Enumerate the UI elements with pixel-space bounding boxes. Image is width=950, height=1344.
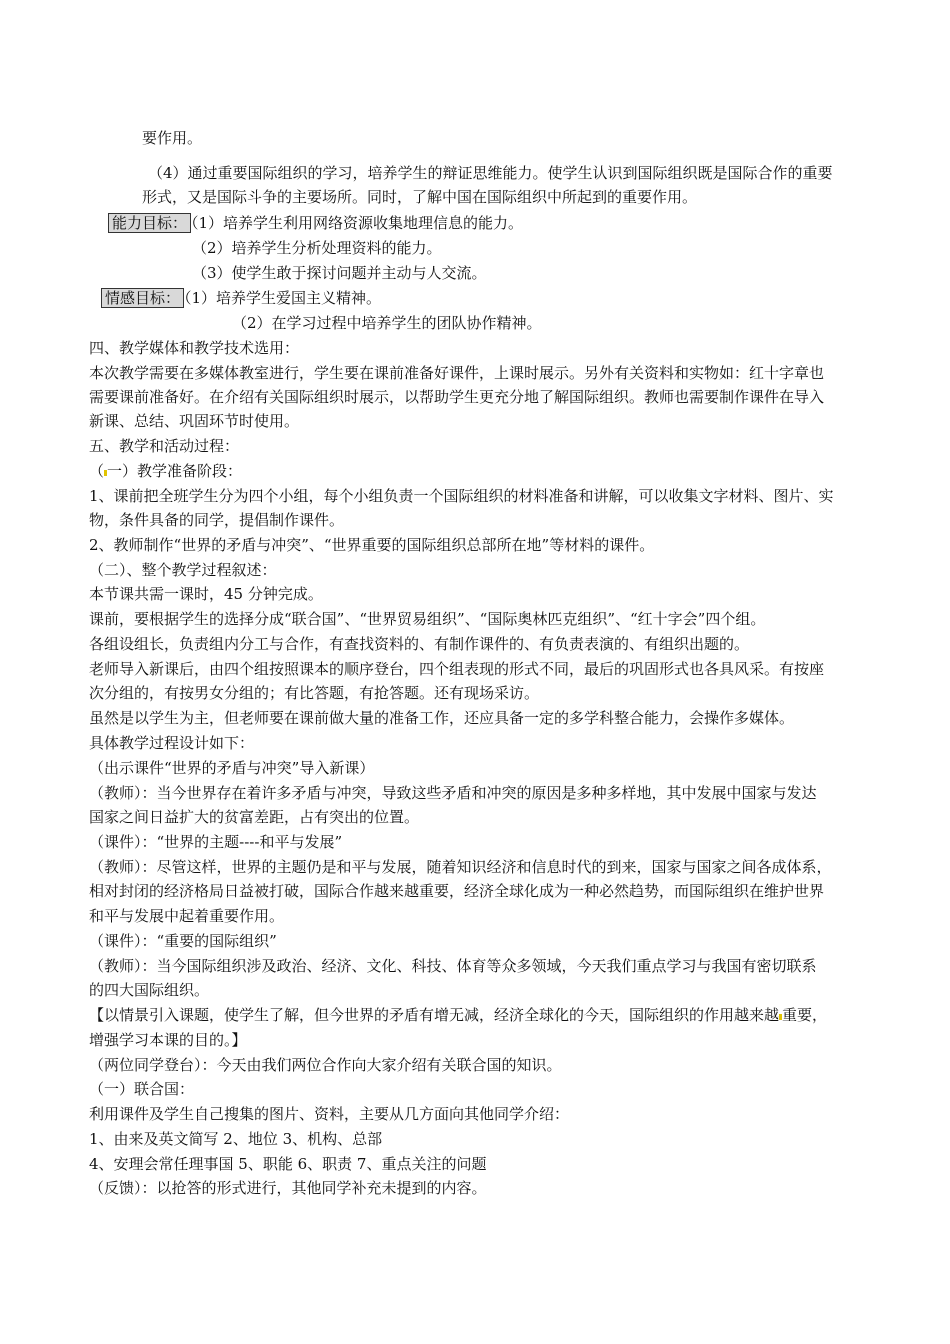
- text-line: 4、安理会常任理事国 5、职能 6、职责 7、重点关注的问题: [89, 1155, 487, 1173]
- text-line: 课前，要根据学生的选择分成“联合国”、“世界贸易组织”、“国际奥林匹克组织”、“红十字会”四个组。: [89, 610, 766, 628]
- text-line: 的四大国际组织。: [89, 981, 210, 999]
- text-line: 次分组的，有按男女分组的；有比答题，有抢答题。还有现场采访。: [89, 684, 540, 702]
- emotion-goals-row: [101, 287, 381, 309]
- text-line: （课件）：“重要的国际组织”: [89, 932, 277, 950]
- text-line: 本次教学需要在多媒体教室进行，学生要在课前准备好课件，上课时展示。另外有关资料和实物如：红十字章也: [89, 364, 825, 382]
- text-fragment: 一）教学准备阶段：: [107, 462, 243, 480]
- text-line: 各组设组长，负责组内分工与合作，有查找资料的、有制作课件的、有负责表演的、有组织出题的。: [89, 635, 750, 653]
- text-line: （4）通过重要国际组织的学习，培养学生的辩证思维能力。使学生认识到国际组织既是国际合作的重要: [148, 164, 833, 182]
- text-line: （1）培养学生爱国主义精神。: [184, 289, 382, 307]
- text-fragment: （: [89, 462, 105, 480]
- emotion-goals-label: 情感目标：: [101, 288, 184, 308]
- text-line: 国家之间日益扩大的贫富差距，占有突出的位置。: [89, 808, 420, 826]
- text-line: 老师导入新课后，由四个组按照课本的顺序登台，四个组表现的形式不同，最后的巩固形式也各具风采。有按座: [89, 660, 825, 678]
- text-line: （出示课件“世界的矛盾与冲突”导入新课）: [89, 759, 375, 777]
- text-line: （1）培养学生利用网络资源收集地理信息的能力。: [191, 214, 524, 232]
- text-line: （反馈）：以抢答的形式进行，其他同学补充未提到的内容。: [89, 1179, 487, 1197]
- text-line: 1、课前把全班学生分为四个小组，每个小组负责一个国际组织的材料准备和讲解，可以收集文字材料、图片、实: [89, 487, 834, 505]
- text-line: 物，条件具备的同学，提倡制作课件。: [89, 511, 345, 529]
- text-line: 具体教学过程设计如下：: [89, 734, 255, 752]
- text-line: （教师）：尽管这样，世界的主题仍是和平与发展，随着知识经济和信息时代的到来，国家与国家之间各成体系，: [89, 858, 832, 876]
- text-line: 新课、总结、巩固环节时使用。: [89, 412, 300, 430]
- ability-goals-label: 能力目标：: [108, 213, 191, 233]
- text-line: 1、由来及英文简写 2、地位 3、机构、总部: [89, 1130, 383, 1148]
- text-line: 利用课件及学生自己搜集的图片、资料，主要从几方面向其他同学介绍：: [89, 1105, 570, 1123]
- section-heading: 四、教学媒体和教学技术选用：: [89, 339, 300, 357]
- ability-goals-row: [108, 212, 523, 234]
- text-line: 相对封闭的经济格局日益被打破，国际合作越来越重要，经济全球化成为一种必然趋势，而国际组织在维护世界: [89, 882, 825, 900]
- text-fragment: 【以情景引入课题，使学生了解，但今世界的矛盾有增无减，经济全球化的今天，国际组织的作用越来越: [89, 1006, 780, 1024]
- section-heading: 五、教学和活动过程：: [89, 437, 240, 455]
- emphasis-line: [89, 1004, 827, 1026]
- text-line: （课件）：“世界的主题----和平与发展”: [89, 833, 343, 851]
- text-fragment: 重要，: [782, 1006, 828, 1024]
- subsection-heading: （二）、整个教学过程叙述：: [89, 561, 277, 579]
- text-line: （2）在学习过程中培养学生的团队协作精神。: [232, 314, 542, 332]
- text-line: （教师）：当今世界存在着许多矛盾与冲突，导致这些矛盾和冲突的原因是多种多样地，其中发展中国家与发达: [89, 784, 817, 802]
- text-line: 需要课前准备好。在介绍有关国际组织时展示，以帮助学生更充分地了解国际组织。教师也需要制作课件在导入: [89, 388, 825, 406]
- text-line: 要作用。: [142, 129, 203, 147]
- text-line: （两位同学登台）：今天由我们两位合作向大家介绍有关联合国的知识。: [89, 1056, 562, 1074]
- text-line: 虽然是以学生为主，但老师要在课前做大量的准备工作，还应具备一定的多学科整合能力，会操作多媒体。: [89, 709, 795, 727]
- text-line: 2、教师制作“世界的矛盾与冲突”、“世界重要的国际组织总部所在地”等材料的课件。: [89, 536, 655, 554]
- subsection-heading: [89, 460, 242, 482]
- text-line: （一）联合国：: [89, 1080, 195, 1098]
- text-line: （2）培养学生分析处理资料的能力。: [192, 239, 442, 257]
- text-line: 形式，又是国际斗争的主要场所。同时，了解中国在国际组织中所起到的重要作用。: [142, 188, 698, 206]
- text-line: （3）使学生敢于探讨问题并主动与人交流。: [192, 264, 487, 282]
- text-line: 和平与发展中起着重要作用。: [89, 907, 285, 925]
- emphasis-line: 增强学习本课的目的。】: [89, 1031, 247, 1049]
- text-line: （教师）：当今国际组织涉及政治、经济、文化、科技、体育等众多领域，今天我们重点学习与我国有密切联系: [89, 957, 817, 975]
- text-line: 本节课共需一课时，45 分钟完成。: [89, 585, 323, 603]
